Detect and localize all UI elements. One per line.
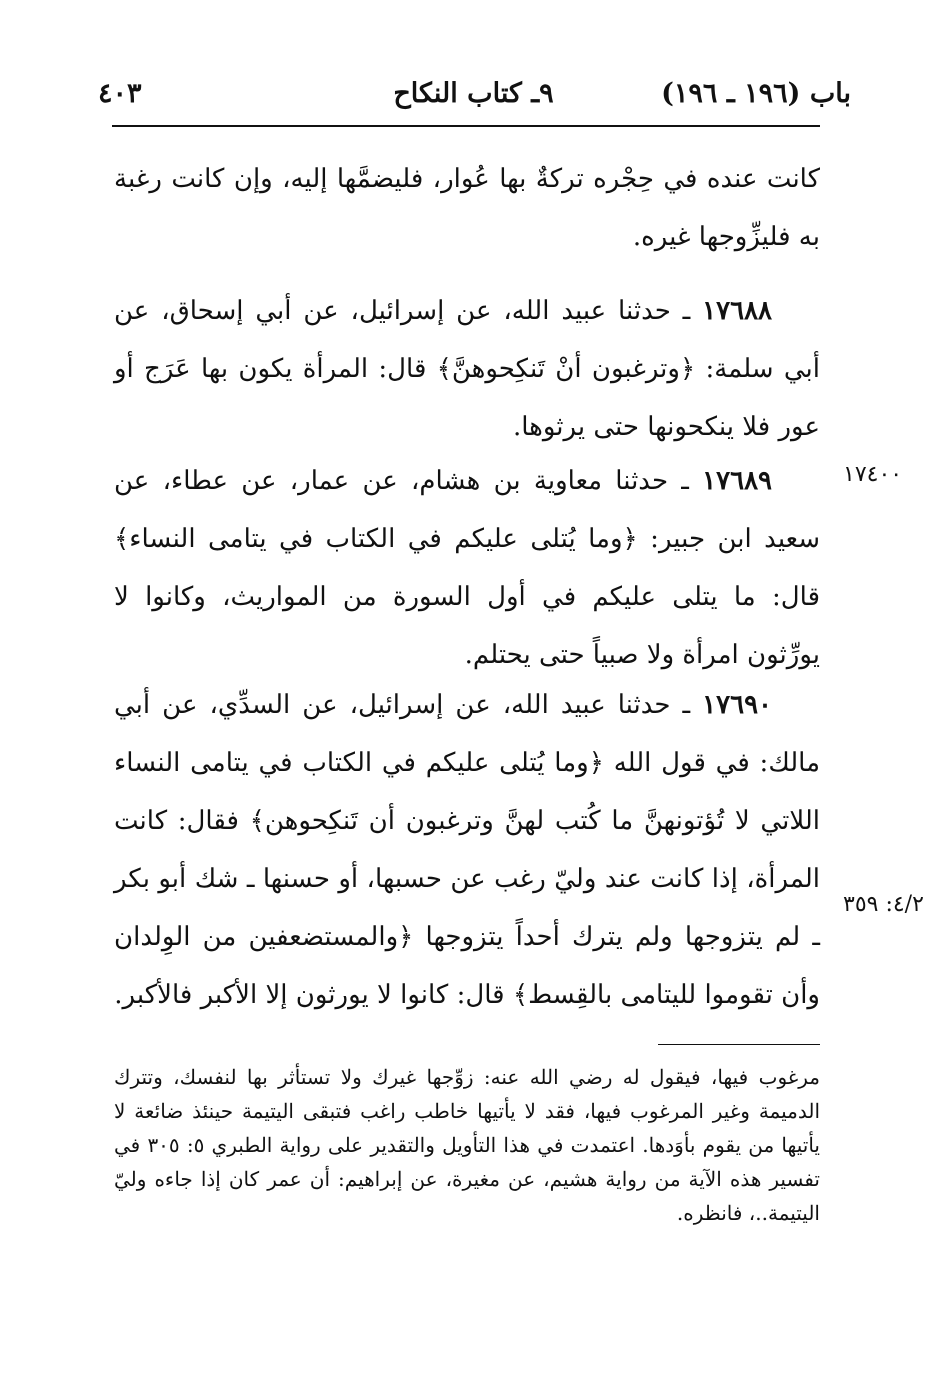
paragraph-text: كانت عنده في حِجْره تركةٌ بها عُوار، فليضمَّها إليه، وإن كانت رغبة به فليزِّوجها غيره. xyxy=(114,164,820,252)
header-rule xyxy=(112,125,820,127)
continuation-paragraph xyxy=(114,150,820,266)
hadith-text: ـ حدثنا معاوية بن هشام، عن عمار، عن عطاء، عن سعيد ابن جبير: ﴿وما يُتلى عليكم في الكتاب في يتامى النساء﴾ قال: ما يتلى عليكم في أول السورة من المواريث، وكانوا لا يورِّثون امرأة ولا صبياً حتى يحتلم. xyxy=(114,466,820,670)
footnote-rule xyxy=(658,1044,820,1045)
hadith-number: ١٧٦٨٩ xyxy=(702,466,772,496)
hadith-text-block xyxy=(114,676,820,1024)
hadith-text: ـ حدثنا عبيد الله، عن إسرائيل، عن أبي إسحاق، عن أبي سلمة: ﴿وترغبون أنْ تَنكِحوهنَّ﴾ قال: المرأة يكون بها عَرَج أو عور فلا ينكحونها حتى يرثوها. xyxy=(114,296,820,442)
hadith-text-block xyxy=(114,282,820,456)
page-number: ٤٠٣ xyxy=(98,78,142,109)
margin-note-citation: ٤/٢: ٣٥٩ xyxy=(843,892,924,917)
hadith-17689 xyxy=(114,452,820,684)
margin-note-reference: ١٧٤٠٠ xyxy=(843,462,903,487)
hadith-number: ١٧٦٩٠ xyxy=(702,690,772,720)
hadith-text-block xyxy=(114,452,820,684)
hadith-text: ـ حدثنا عبيد الله، عن إسرائيل، عن السدِّي، عن أبي مالك: في قول الله ﴿وما يُتلى عليكم في الكتاب في يتامى النساء اللاتي لا تُؤتونهنَّ ما كُتب لهنَّ وترغبون أن تَنكِحوهن﴾ فقال: كانت المرأة، إذا كانت عند وليّ رغب عن حسبها، أو حسنها ـ شك أبو بكر ـ لم يتزوجها ولم يترك أحداً يتزوجها ﴿والمستضعفين من الوِلدان وأن تقوموا لليتامى بالقِسط﴾ قال: كانوا لا يورثون إلا الأكبر فالأكبر. xyxy=(114,690,821,1010)
chapter-heading: باب (١٩٦ ـ ١٩٦) xyxy=(661,78,851,109)
hadith-number: ١٧٦٨٨ xyxy=(702,296,772,326)
hadith-17688 xyxy=(114,282,820,456)
footnote: مرغوب فيها، فيقول له رضي الله عنه: زوِّجها غيرك ولا تستأثر بها لنفسك، وتترك الدميمة وغير المرغوب فيها، فقد لا يأتيها خاطب راغب فتبقى اليتيمة حينئذ ضائعة لا يأتيها من يقوم بأوَدها. اعتمدت في هذا التأويل والتقدير على رواية الطبري ٥: ٣٠٥ في تفسير هذه الآية من رواية هشيم، عن مغيرة، عن إبراهيم: أن عمر كان إذا جاءه وليّ اليتيمة..، فانظره. xyxy=(114,1065,820,1225)
book-title: ٩ـ كتاب النكاح xyxy=(393,78,554,109)
hadith-17690 xyxy=(114,676,820,1024)
